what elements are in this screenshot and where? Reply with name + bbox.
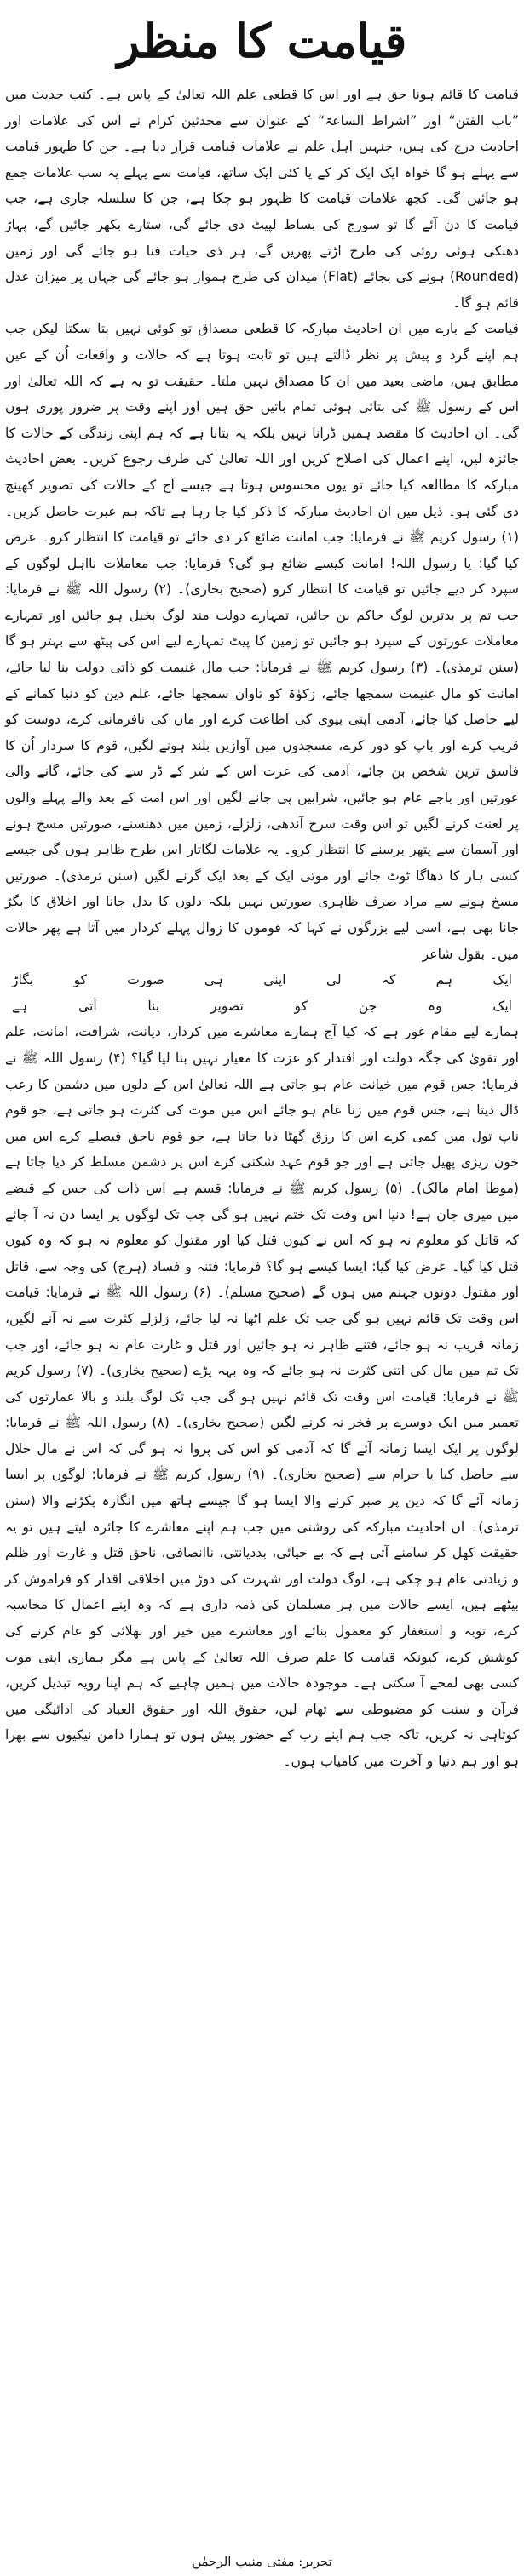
verse-word: ہم (435, 972, 453, 988)
verse-word: بنا (147, 998, 160, 1014)
verse-word: ایک (492, 972, 512, 988)
verse-word: کو (294, 998, 308, 1014)
paragraph: قیامت کا قائم ہونا حق ہے اور اس کا قطعی علم اللہ تعالیٰ کے پاس ہے۔ کتب حدیث میں ”باب الفتن“ اور ”اشراط الساعۃ“ کے عنوان سے محدثین کرام نے اس کی علامات اور احادیث درج کی ہیں، جنہیں اہل علم نے علامات قیامت قرار دیا ہے۔ جن کا ظہور قیامت سے پہلے ہو گا خواہ ایک ایک کر کے یا کئی ایک ساتھ، قیامت سے پہلے یہ سب علامات جمع ہو جائیں گی۔ کچھ علامات قیامت کا ظہور ہو چکا ہے، جن کا سلسلہ جاری ہے، جب قیامت کا دن آئے گا تو سورج کی بساط لپیٹ دی جائے گی، ستارے بکھر جائیں گے، پہاڑ دھنکی ہوئی روئی کی طرح اڑتے پھریں گے، ہر ذی حیات فنا ہو جائے گی اور زمین (Rounded) ہونے کی بجائے (Flat) میدان کی طرح ہموار ہو جائے گی جہاں پر میزان عدل قائم ہو گا۔ (5, 87, 519, 311)
verse-word: کو (73, 972, 87, 988)
verse-word: ایک (492, 998, 512, 1014)
author-byline: تحریر: مفتی منیب الرحمٰن (192, 2554, 332, 2569)
verse-word: ہے (12, 998, 28, 1014)
verse-line-2 (5, 993, 519, 1020)
title-text: قیامت کا منظر (117, 14, 407, 68)
verse-word: کہ (381, 972, 396, 988)
verse-word: وہ (427, 998, 442, 1014)
verse-word: لی (325, 972, 342, 988)
verse-word: بگاڑ (12, 972, 34, 988)
verse-word: جن (358, 998, 377, 1014)
article-body-continued (5, 1019, 519, 1774)
verse-word: اپنی (263, 972, 286, 988)
verse-word: ہی (204, 972, 224, 988)
poetry-verse (5, 967, 519, 1019)
article-title (5, 0, 519, 82)
article-body (5, 82, 519, 967)
verse-word: تصویر (210, 998, 244, 1014)
verse-line-1 (5, 967, 519, 993)
paragraph: ہمارے لیے مقام غور ہے کہ کیا آج ہمارے معاشرے میں کردار، دیانت، شرافت، امانت، علم اور تقویٰ کی جگہ دولت اور اقتدار کو عزت کا معیار نہیں بنا لیا گیا؟ (۴) رسول اللہ ﷺ نے فرمایا: جس قوم میں خیانت عام ہو جاتی ہے اللہ تعالیٰ اس کے دلوں میں دشمن کا رعب ڈال دیتا ہے، جس قوم میں زنا عام ہو جائے اس میں موت کی کثرت ہو جاتی ہے، جو قوم ناپ تول میں کمی کرے اس کا رزق گھٹا دیا جاتا ہے، جو قوم ناحق فیصلے کرے اس میں خون ریزی پھیل جاتی ہے اور جو قوم عہد شکنی کرے اس پر دشمن مسلط کر دیا جاتا ہے (موطا امام مالک)۔ (۵) رسول کریم ﷺ نے فرمایا: قسم ہے اس ذات کی جس کے قبضے میں میری جان ہے! دنیا اس وقت تک ختم نہیں ہو گی جب تک لوگوں پر ایسا دن نہ آ جائے کہ قاتل کو معلوم نہ ہو کہ اس نے کیوں قتل کیا اور مقتول کو معلوم نہ ہو کہ وہ کیوں قتل کیا گیا۔ عرض کیا گیا: ایسا کیسے ہو گا؟ فرمایا: فتنہ و فساد (ہرج) کی وجہ سے، قاتل اور مقتول دونوں جہنم میں ہوں گے (صحیح مسلم)۔ (۶) رسول اللہ ﷺ نے فرمایا: قیامت اس وقت تک قائم نہیں ہو گی جب تک علم اٹھا نہ لیا جائے، زلزلے کثرت سے نہ آنے لگیں، زمانہ قریب نہ ہو جائے، فتنے ظاہر نہ ہو جائیں اور قتل و غارت عام نہ ہو جائے، اور جب تک تم میں مال کی اتنی کثرت نہ ہو جائے کہ وہ بہہ پڑے (صحیح بخاری)۔ (۷) رسول کریم ﷺ نے فرمایا: قیامت اس وقت تک قائم نہیں ہو گی جب تک لوگ بلند و بالا عمارتوں کی تعمیر میں ایک دوسرے پر فخر نہ کرنے لگیں (صحیح بخاری)۔ (۸) رسول اللہ ﷺ نے فرمایا: لوگوں پر ایک ایسا زمانہ آئے گا کہ آدمی کو اس کی پروا نہ ہو گی کہ اس نے مال حلال سے حاصل کیا یا حرام سے (صحیح بخاری)۔ (۹) رسول کریم ﷺ نے فرمایا: لوگوں پر ایسا زمانہ آئے گا کہ دین پر صبر کرنے والا ایسا ہو گا جیسے ہاتھ میں انگارہ پکڑنے والا (سنن ترمذی)۔ ان احادیث مبارکہ کی روشنی میں جب ہم اپنے معاشرے کا جائزہ لیتے ہیں تو یہ حقیقت کھل کر سامنے آتی ہے کہ بے حیائی، بددیانتی، ناانصافی، ناحق قتل و غارت اور ظلم و زیادتی عام ہو چکی ہے، لوگ دولت اور شہرت کی دوڑ میں اخلاقی اقدار کو فراموش کر بیٹھے ہیں، ایسے حالات میں ہر مسلمان کی ذمہ داری ہے کہ وہ اپنے اعمال کا محاسبہ کرے، توبہ و استغفار کو معمول بنائے اور معاشرے میں خیر اور بھلائی کو عام کرنے کی کوشش کرے، کیونکہ قیامت کا علم صرف اللہ تعالیٰ کے پاس ہے مگر ہماری اپنی موت کسی بھی لمحے آ سکتی ہے۔ موجودہ حالات میں ہمیں چاہیے کہ ہم اپنا رویہ تبدیل کریں، قرآن و سنت کو مضبوطی سے تھام لیں، حقوق اللہ اور حقوق العباد کی ادائیگی میں کوتاہی نہ کریں، تاکہ جب ہم اپنے رب کے حضور پیش ہوں تو ہمارا دامن نیکیوں سے بھرا ہو اور ہم دنیا و آخرت میں کامیاب ہوں۔ (5, 1024, 520, 1769)
verse-word: صورت (127, 972, 164, 988)
paragraph: قیامت کے بارے میں ان احادیث مبارکہ کا قطعی مصداق تو کوئی نہیں بتا سکتا لیکن جب ہم اپنے گرد و پیش پر نظر ڈالتے ہیں تو ثابت ہوتا ہے کہ حالات و واقعات اُن کے عین مطابق ہیں، ماضی بعید میں ان کا مصداق نہیں ملتا۔ حقیقت تو یہ ہے کہ اللہ تعالیٰ اور اس کے رسول ﷺ کی بتائی ہوئی تمام باتیں حق ہیں اور اپنے وقت پر ضرور پوری ہوں گی۔ ان احادیث کا مقصد ہمیں ڈرانا نہیں بلکہ یہ بتانا ہے کہ ہم اپنی زندگی کے حالات کا جائزہ لیں، اپنے اعمال کی اصلاح کریں اور اللہ تعالیٰ کی طرف رجوع کریں۔ بعض احادیث مبارکہ کا مطالعہ کیا جائے تو یوں محسوس ہوتا ہے جیسے آج کے حالات کی تصویر کھینچ دی گئی ہو۔ ذیل میں ان احادیث مبارکہ کا ذکر کیا جا رہا ہے تاکہ ہم عبرت حاصل کریں۔ (۱) رسول کریم ﷺ نے فرمایا: جب امانت ضائع کر دی جائے تو قیامت کا انتظار کرو۔ عرض کیا گیا: یا رسول اللہ! امانت کیسے ضائع ہو گی؟ فرمایا: جب معاملات نااہل لوگوں کے سپرد کر دیے جائیں تو قیامت کا انتظار کرو (صحیح بخاری)۔ (۲) رسول اللہ ﷺ نے فرمایا: جب تم پر بدترین لوگ حاکم بن جائیں، تمہارے دولت مند لوگ بخیل ہو جائیں اور تمہارے معاملات عورتوں کے سپرد ہو جائیں تو زمین کا پیٹ تمہارے لیے اس کی پیٹھ سے بہتر ہو گا (سنن ترمذی)۔ (۳) رسول کریم ﷺ نے فرمایا: جب مال غنیمت کو ذاتی دولت بنا لیا جائے، امانت کو مال غنیمت سمجھا جائے، زکوٰۃ کو تاوان سمجھا جائے، علم دین کو دنیا کمانے کے لیے حاصل کیا جائے، آدمی اپنی بیوی کی اطاعت کرے اور ماں کی نافرمانی کرے، دوست کو قریب کرے اور باپ کو دور کرے، مسجدوں میں آوازیں بلند ہونے لگیں، قوم کا سردار اُن کا فاسق ترین شخص بن جائے، آدمی کی عزت اس کے شر کے ڈر سے کی جائے، گانے والی عورتیں اور باجے عام ہو جائیں، شرابیں پی جانے لگیں اور اس امت کے بعد والے پہلے والوں پر لعنت کرنے لگیں تو اس وقت سرخ آندھی، زلزلے، زمین میں دھنسنے، صورتیں مسخ ہونے اور آسمان سے پتھر برسنے کا انتظار کرو۔ یہ علامات لگاتار اس طرح ظاہر ہوں گی جیسے کسی ہار کا دھاگا ٹوٹ جائے اور موتی ایک کے بعد ایک گرنے لگیں (سنن ترمذی)۔ صورتیں مسخ ہونے سے مراد صرف ظاہری صورتیں نہیں بلکہ دلوں کا بدل جانا اور اخلاق کا بگڑ جانا بھی ہے، اسی لیے بزرگوں نے کہا کہ قوموں کا زوال پہلے کردار میں آتا ہے پھر حالات میں۔ بقول شاعر (5, 321, 519, 962)
verse-word: آتی (78, 998, 97, 1014)
